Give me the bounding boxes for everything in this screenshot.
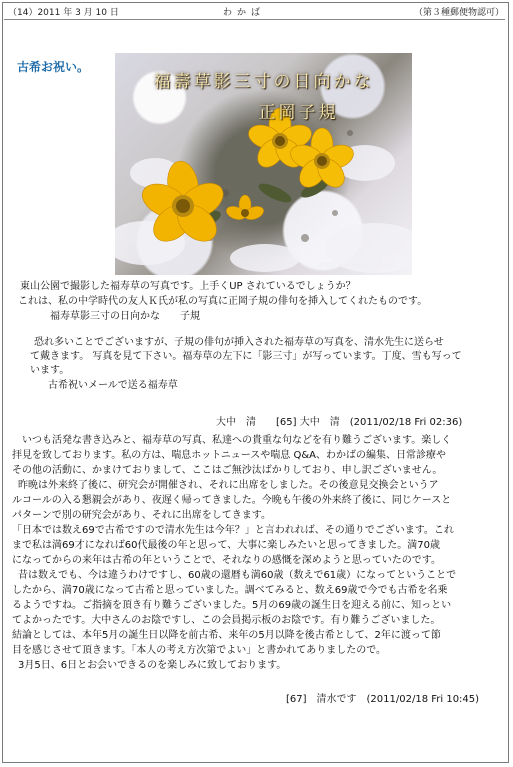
- newsletter-name: わかば: [223, 8, 266, 18]
- post2-line: になってからの来年は古希の年ということで、それなりの感慨を深めようと思っていたのです。: [12, 555, 441, 566]
- post1-line: 古希祝いメールで送る福寿草: [48, 380, 178, 391]
- post1-line: て戴きます。 写真を見て下さい。福寿草の左下に「影三寸」が写っています。丁度、雪も写って: [30, 351, 462, 362]
- post2-line: 「日本では数え69で古希ですので清水先生は今年？」と言われれば、その通りでございます。これ: [12, 525, 454, 536]
- header-divider: [4, 19, 505, 20]
- postal-permit: （第３種郵便物認可）: [413, 8, 504, 18]
- post1-line: います。: [30, 365, 70, 376]
- photo-credit: Photo by Kiyoshi Oonaka: [319, 262, 394, 269]
- post2-line: したから、満70歳になって古希と思っていました。調べてみると、数え69歳で今でも古希を名乗: [12, 585, 448, 596]
- post2-line: るようですね。ご指摘を頂き有り難うございました。5月の69歳の誕生日を迎える前に、知っとい: [12, 600, 452, 611]
- section-title: 古希お祝い。: [17, 60, 90, 74]
- post1-haiku-line: 福寿草影三寸の日向かな 子規: [50, 311, 200, 322]
- post2-line: いつも活発な書き込みと、福寿草の写真、私達への貴重な句などを有り難うございます。楽しく: [22, 435, 452, 446]
- post1-signature: 大中 清 [65] 大中 清 (2011/02/18 Fri 02:36): [216, 417, 463, 428]
- post2-line: 拝見を致しております。私の方は、喘息ホットニュースや喘息 Q&A、わかばの編集、日常診療や: [12, 450, 446, 461]
- post2-line: 昨晩は外来終了後に、研究会が開催され、それに出席をしました。その後意見交換会というア: [18, 480, 439, 491]
- post2-line: てよかったです。大中さんのお陰ですし、この会員掲示板のお陰です。有り難うございました。: [12, 615, 441, 626]
- post2-line: その他の活動に、かまけておりまして、ここはご無沙汰ばかりしており、申し訳ございません。: [12, 465, 443, 476]
- post2-signature: [67] 清水です (2011/02/18 Fri 10:45): [286, 694, 480, 705]
- post2-line: ルコールの入る懇親会があり、夜遅く帰ってきました。今晩も午後の外来終了後に、同じケースと: [12, 495, 452, 506]
- page-header: [8, 5, 504, 19]
- post2-line: 昔は数えでも、今は違うわけですし、60歳の還暦も満60歳（数えで61歳）になってということで: [18, 570, 457, 581]
- photo-haiku-line1: 福壽草影三寸の日向かな: [153, 72, 374, 92]
- post2-line: まで私は満69才になれば60代最後の年と思って、大事に楽しみたいと思ってきました。満70歳: [12, 540, 440, 551]
- post2-line: パターンで別の研究会があり、それに出席をしてきます。: [12, 510, 271, 521]
- post1-line: これは、私の中学時代の友人Ｋ氏が私の写真に正岡子規の俳句を挿入してくれたものです。: [18, 296, 428, 307]
- photo-haiku-author: 正岡子規: [258, 103, 339, 123]
- post2-line: 結論としては、本年5月の誕生日以降を前古希、来年の5月以降を後古希として、2年に渡って節: [12, 630, 441, 641]
- post2-line: 3月5日、6日とお会いできるのを楽しみに致しております。: [18, 660, 287, 671]
- issue-date: （14）2011 年 3 月 10 日: [8, 8, 119, 18]
- photo-haiku-caption: [115, 67, 412, 123]
- post1-line: 恐れ多いことでございますが、子規の俳句が挿入された福寿草の写真を、清水先生に送らせ: [34, 337, 444, 348]
- post1-line: 東山公園で撮影した福寿草の写真です。上手くUP されているでしょうか？: [20, 281, 356, 292]
- fukujuso-photo: [115, 53, 412, 275]
- flower-small: [225, 195, 266, 222]
- post2-line: 目を感じさせて頂きます。「本人の考え方次第でよい」と書かれてありましたので。: [12, 645, 386, 656]
